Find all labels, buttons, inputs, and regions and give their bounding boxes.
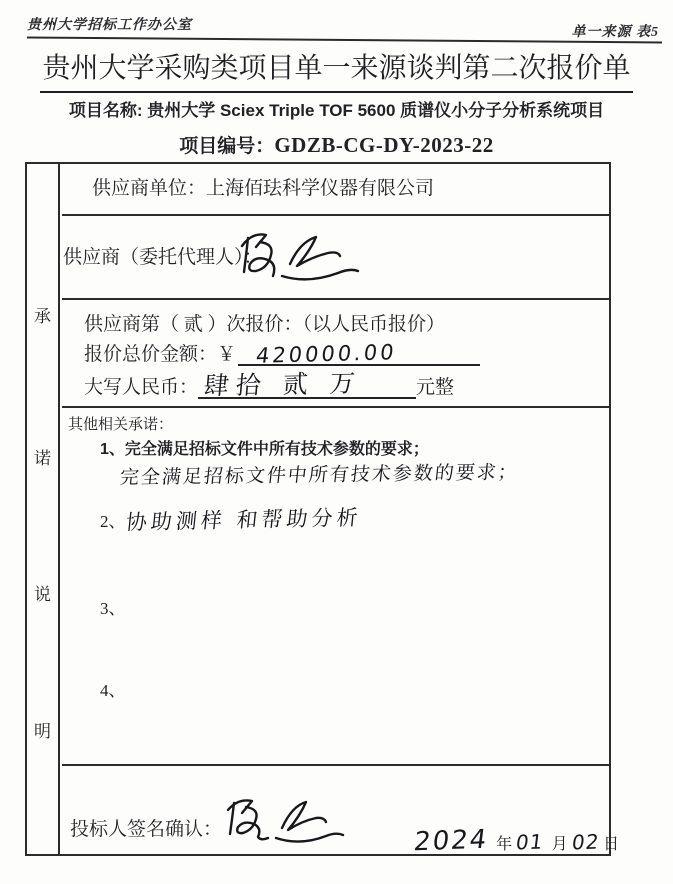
date-year-handwritten: 2024 [412, 824, 491, 858]
words-underline [198, 369, 416, 399]
side-char-cheng: 承 [34, 307, 51, 326]
quotation-heading: 供应商第（ 贰 ）次报价：（以人民币报价） [84, 314, 446, 335]
side-column-commitment-statement [27, 164, 60, 854]
words-label: 大写人民币： [84, 377, 199, 398]
quotation-amount-line [84, 339, 609, 366]
commitment-2-number: 2、 [100, 512, 126, 531]
header-rule [27, 37, 662, 44]
commitment-3-number: 3、 [100, 599, 126, 618]
project-number-line [0, 131, 673, 158]
supplier-unit-text: 供应商单位：上海佰珐科学仪器有限公司 [92, 178, 435, 199]
amount-label: 报价总价金额： [84, 344, 218, 365]
words-handwritten-value: 肆拾 贰 万 [202, 368, 364, 401]
side-char-shuo: 说 [34, 585, 51, 604]
side-char-ming: 明 [34, 722, 51, 741]
title-row [0, 46, 673, 93]
row-quotation [62, 300, 609, 408]
form-table [25, 162, 620, 858]
commitment-item-4 [100, 676, 126, 701]
header-form-tag: 单一来源 表5 [571, 25, 659, 40]
date-day-handwritten: 02 [570, 829, 601, 855]
table-content-column [62, 164, 620, 858]
date-month-label: 月 [551, 836, 568, 853]
page-title: 贵州大学采购类项目单一来源谈判第二次报价单 [40, 46, 632, 93]
row-supplier-unit [62, 164, 609, 216]
row-agent [62, 216, 609, 300]
commitment-2-handwritten-text: 协助测样 和帮助分析 [124, 505, 363, 535]
bidder-signature-handwriting [222, 794, 348, 852]
row-commitments [62, 408, 609, 766]
currency-symbol: ￥ [217, 344, 237, 365]
project-number-value: GDZB-CG-DY-2023-22 [274, 133, 494, 157]
words-suffix: 元整 [416, 377, 455, 398]
agent-signature-handwriting [234, 226, 368, 290]
project-name-line [0, 96, 673, 121]
agent-label: 供应商（委托代理人）： [63, 247, 263, 268]
commitment-1-handwritten-text: 完全满足招标文件中所有技术参数的要求； [118, 461, 521, 489]
amount-underline [238, 340, 480, 366]
commitment-1-number: 1、 [100, 441, 125, 458]
signoff-date [414, 826, 623, 856]
date-year-label: 年 [496, 836, 513, 853]
amount-handwritten-value: 420000.00 [254, 340, 398, 368]
commitment-4-number: 4、 [100, 681, 126, 700]
commitments-heading: 其他相关承诺： [68, 417, 174, 433]
project-name-label: 项目名称: [68, 101, 143, 120]
header-office-name: 贵州大学招标工作办公室 [27, 18, 192, 33]
commitment-item-3 [100, 594, 126, 619]
row-signoff [62, 766, 620, 858]
date-month-handwritten: 01 [514, 829, 546, 855]
side-char-nuo: 诺 [34, 449, 51, 468]
project-name-value: 贵州大学 Sciex Triple TOF 5600 质谱仪小分子分析系统项目 [147, 101, 605, 120]
quotation-words-line [84, 369, 609, 399]
signoff-label: 投标人签名确认： [70, 819, 223, 840]
date-day-label: 日 [603, 836, 620, 853]
commitment-item-2 [100, 504, 361, 534]
commitment-item-1 [100, 436, 429, 459]
project-number-label: 项目编号： [179, 136, 275, 157]
commitment-1-printed-text: 完全满足招标文件中所有技术参数的要求； [124, 441, 429, 458]
